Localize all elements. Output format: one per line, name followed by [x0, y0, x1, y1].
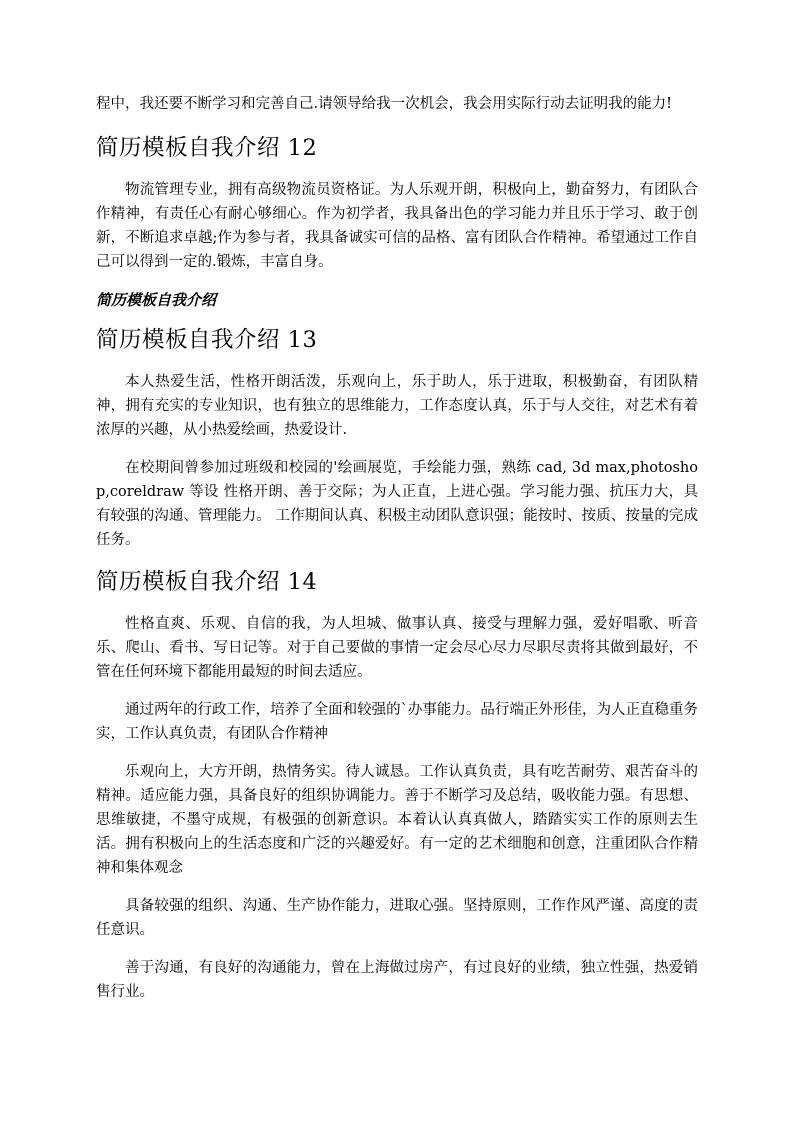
section-14-title: 简历模板自我介绍 14 — [96, 569, 318, 595]
section-12-title: 简历模板自我介绍 12 — [96, 135, 318, 161]
section-14-paragraph-2: 通过两年的行政工作，培养了全面和较强的`办事能力。品行端正外形佳，为人正直稳重务实，工作认真负责，有团队合作精神 — [96, 702, 698, 742]
section-12-paragraph-1: 物流管理专业，拥有高级物流员资格证。为人乐观开朗，积极向上，勤奋努力，有团队合作精神，有责任心有耐心够细心。作为初学者，我具备出色的学习能力并且乐于学习、敢于创新，不断追求卓越;作为参与者，我具备诚实可信的品格、富有团队合作精神。希望通过工作自己可以得到一定的.锻炼，丰富自身。 — [96, 182, 698, 270]
section-13-paragraph-1: 本人热爱生活，性格开朗活泼，乐观向上，乐于助人，乐于进取，积极勤奋，有团队精神，拥有充实的专业知识，也有独立的思维能力，工作态度认真，乐于与人交往，对艺术有着浓厚的兴趣，从小热爱绘画，热爱设计. — [96, 374, 698, 438]
intro-paragraph: 程中，我还要不断学习和完善自己.请领导给我一次机会，我会用实际行动去证明我的能力! — [96, 96, 672, 112]
document-page — [96, 92, 698, 1018]
section-14-paragraph-5: 善于沟通，有良好的沟通能力，曾在上海做过房产，有过良好的业绩，独立性强，热爱销售行业。 — [96, 960, 698, 1000]
section-14-paragraph-3: 乐观向上，大方开朗，热情务实。待人诚恳。工作认真负责，具有吃苦耐劳、艰苦奋斗的精神。适应能力强，具备良好的组织协调能力。善于不断学习及总结，吸收能力强。有思想、思维敏捷，不墨守成规，有极强的创新意识。本着认认真真做人，踏踏实实工作的原则去生活。拥有积极向上的生活态度和广泛的兴趣爱好。有一定的艺术细胞和创意，注重团队合作精神和集体观念 — [96, 764, 698, 876]
italic-subtitle: 简历模板自我介绍 — [96, 291, 217, 309]
section-14-paragraph-4: 具备较强的组织、沟通、生产协作能力，进取心强。坚持原则，工作作风严谨、高度的责任意识。 — [96, 898, 698, 938]
section-14-paragraph-1: 性格直爽、乐观、自信的我，为人坦城、做事认真、接受与理解力强，爱好唱歌、听音乐、爬山、看书、写日记等。对于自己要做的事情一定会尽心尽力尽职尽责将其做到最好，不管在任何环境下都能用最短的时间去适应。 — [96, 616, 698, 680]
section-13-title: 简历模板自我介绍 13 — [96, 327, 318, 353]
section-13-paragraph-2: 在校期间曾参加过班级和校园的'绘画展览，手绘能力强，熟练 cad, 3d max,photoshop,coreldraw 等设 性格开朗、善于交际；为人正直，上进心强。学习能力强、抗压力大，具有较强的沟通、管理能力。 工作期间认真、积极主动团队意识强；能按时、按质、按量的完成任务。 — [96, 460, 698, 548]
